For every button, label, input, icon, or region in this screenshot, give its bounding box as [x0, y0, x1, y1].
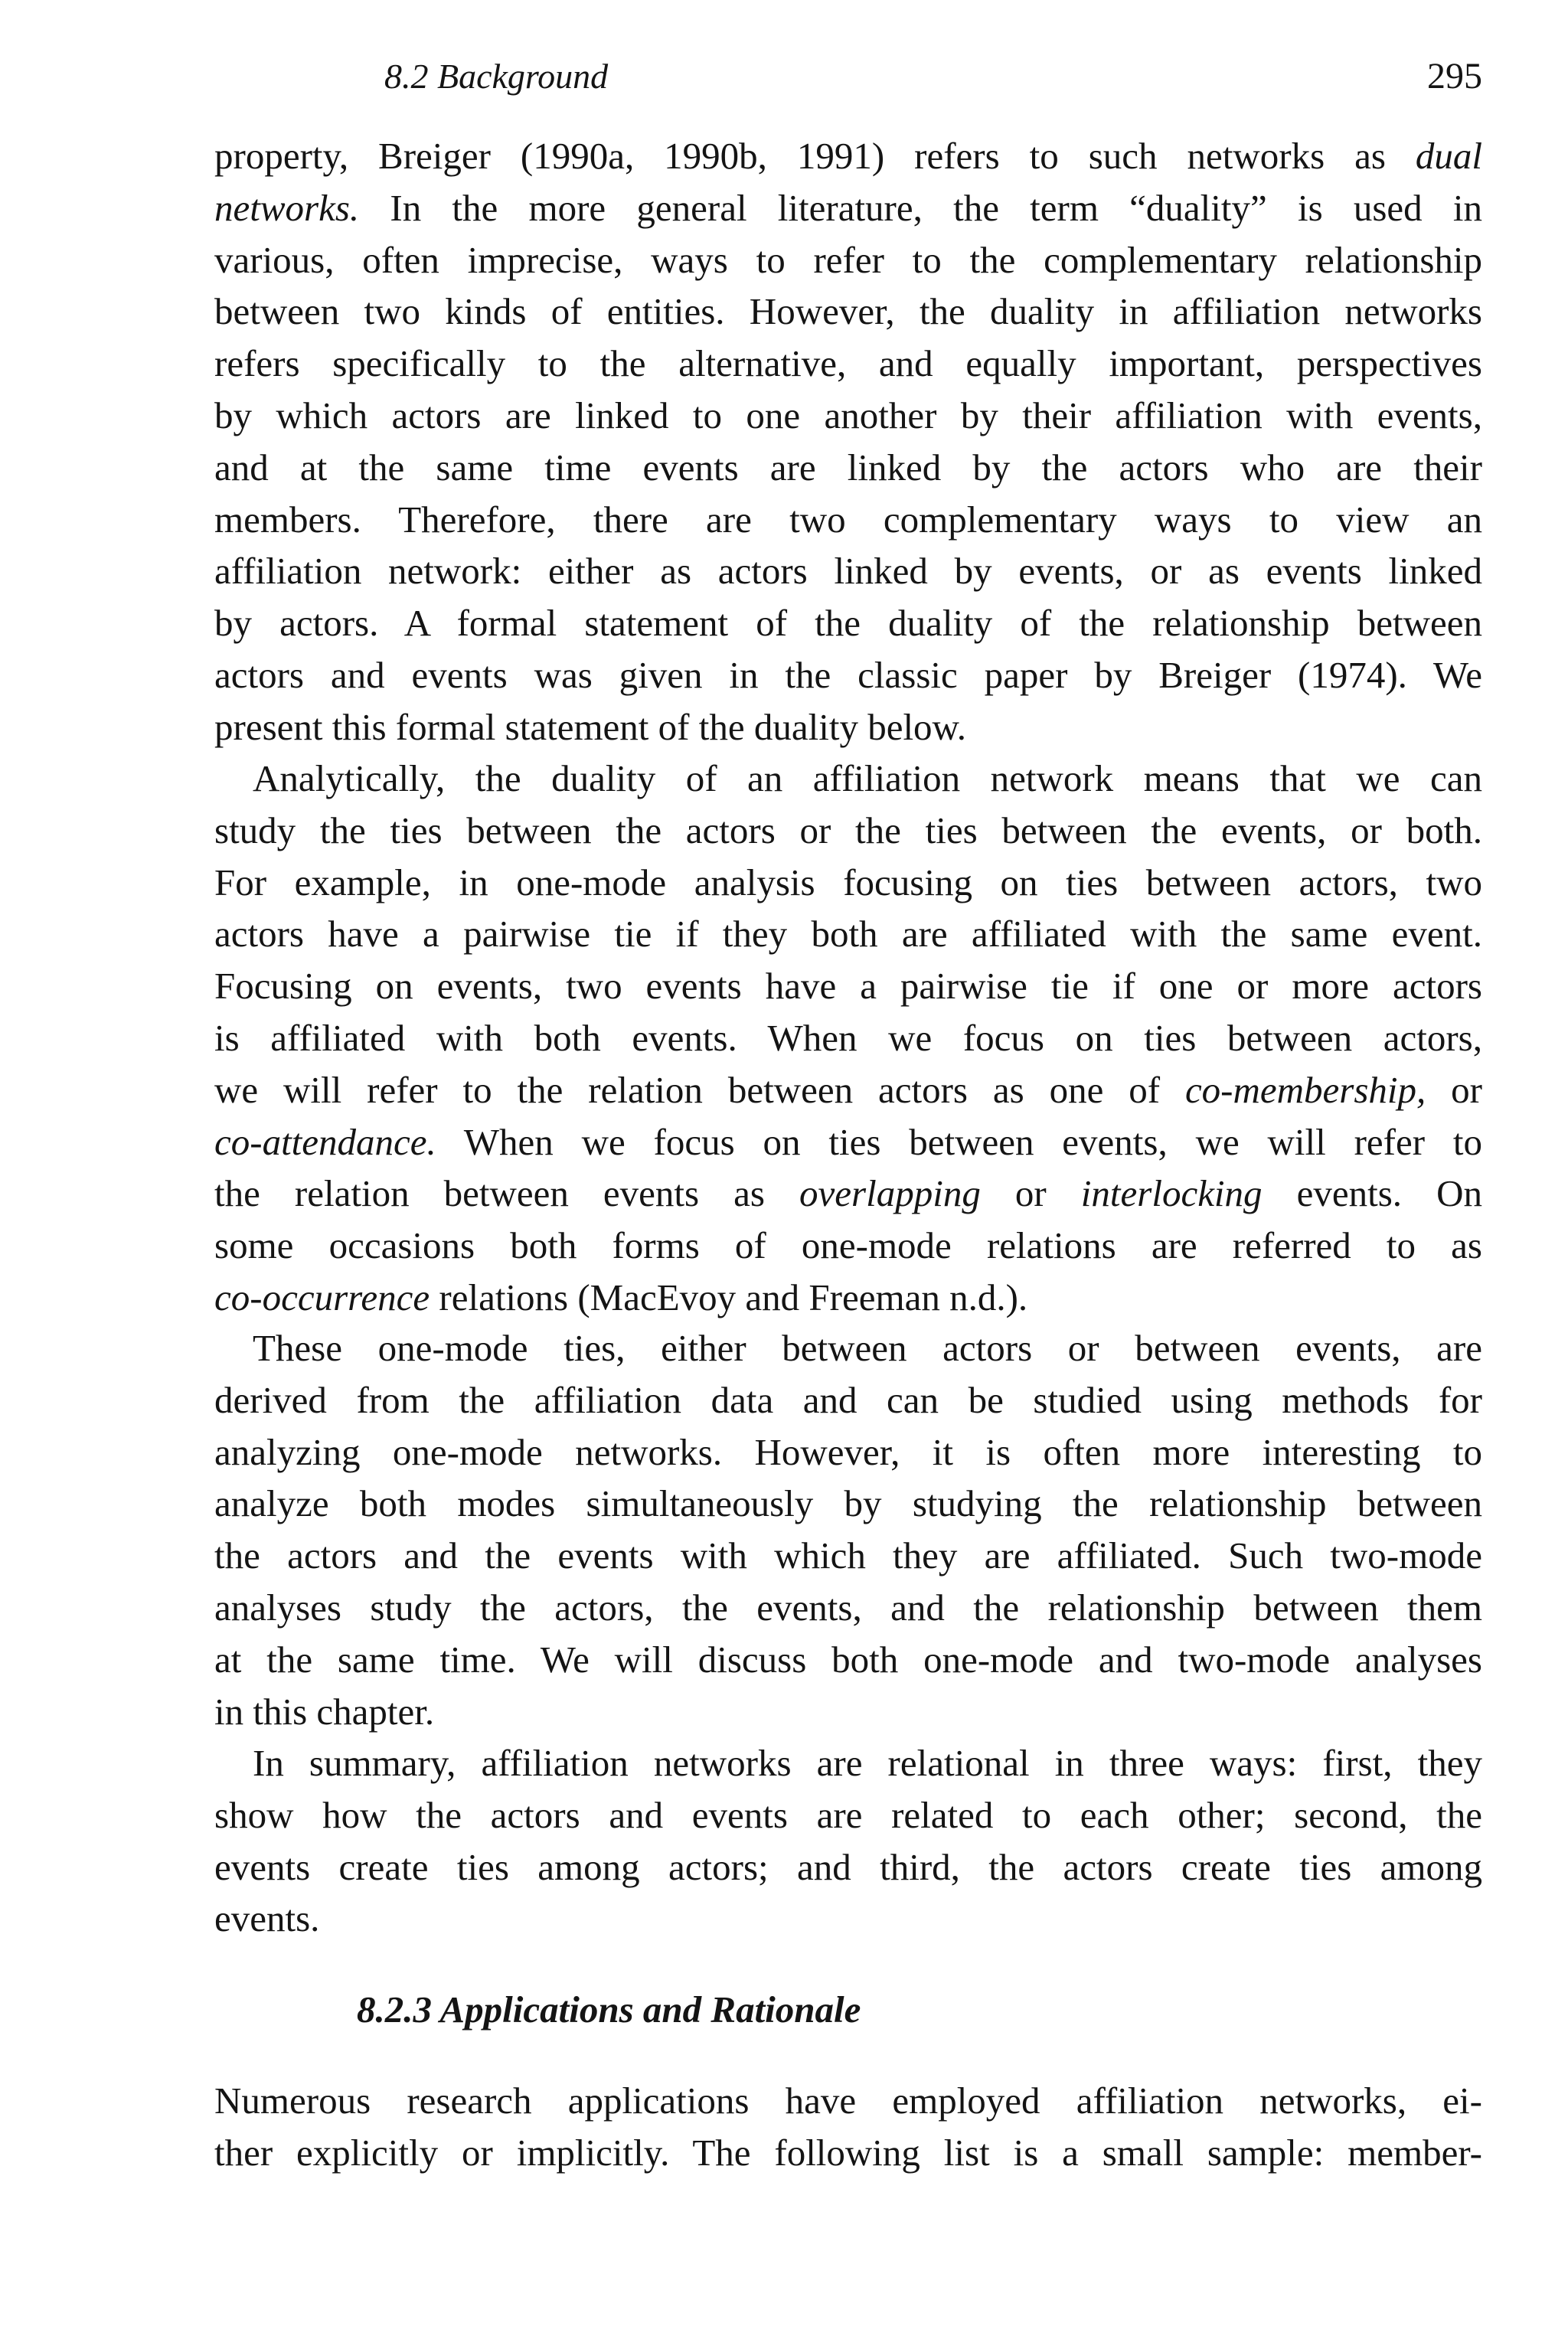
text-line: networks. In the more general literature, the term “duality” is used in [214, 186, 1482, 229]
italic-term: interlocking [1080, 1172, 1263, 1215]
text-line: by actors. A formal statement of the duality of the relationship between [214, 602, 1482, 645]
text-line: In summary, affiliation networks are relational in three ways: first, they [253, 1742, 1482, 1784]
text-line: analyses study the actors, the events, and the relationship between them [214, 1586, 1482, 1629]
text-line: we will refer to the relation between actors as one of co-membership, or [214, 1068, 1482, 1111]
text-line: present this formal statement of the duality below. [214, 705, 967, 748]
text-line: actors and events was given in the classic paper by Breiger (1974). We [214, 653, 1482, 696]
text-line: at the same time. We will discuss both one-mode and two-mode analyses [214, 1638, 1482, 1681]
text-line: refers specifically to the alternative, and equally important, perspectives [214, 342, 1482, 385]
text-line: study the ties between the actors or the ties between the events, or both. [214, 809, 1482, 851]
text-line: events create ties among actors; and third, the actors create ties among [214, 1845, 1482, 1888]
text-line: by which actors are linked to one another by their affiliation with events, [214, 394, 1482, 436]
paragraph [214, 753, 1482, 1324]
paragraph [214, 1322, 1482, 1737]
text-line: show how the actors and events are related to each other; second, the [214, 1793, 1482, 1836]
text-line: These one-mode ties, either between actors or between events, are [253, 1327, 1482, 1369]
italic-term: networks. [214, 186, 360, 229]
italic-term: dual [1415, 135, 1482, 177]
paragraph [214, 2075, 1482, 2179]
section-heading: 8.2.3 Applications and Rationale [357, 1988, 861, 2031]
italic-term: overlapping [799, 1172, 981, 1215]
text-line: actors have a pairwise tie if they both are affiliated with the same event. [214, 913, 1482, 956]
running-head [214, 46, 1482, 107]
text-line: analyzing one-mode networks. However, it is often more interesting to [214, 1430, 1482, 1473]
text-line: For example, in one-mode analysis focusing on ties between actors, two [214, 861, 1482, 903]
italic-term: co-membership, [1184, 1068, 1426, 1111]
text-line: derived from the affiliation data and can be studied using methods for [214, 1378, 1482, 1421]
text-line: Analytically, the duality of an affiliation network means that we can [253, 757, 1482, 799]
text-line: ther explicitly or implicitly. The following list is a small sample: member- [214, 2131, 1482, 2174]
text-line: co-attendance. When we focus on ties between events, we will refer to [214, 1120, 1482, 1163]
text-line: affiliation network: either as actors linked by events, or as events linked [214, 550, 1482, 593]
text-line: and at the same time events are linked by the actors who are their [214, 446, 1482, 488]
text-line: Focusing on events, two events have a pairwise tie if one or more actors [214, 965, 1482, 1008]
page-number: 295 [1427, 56, 1482, 96]
text-line: between two kinds of entities. However, the duality in affiliation networks [214, 290, 1482, 333]
paragraph [214, 1737, 1482, 1945]
text-line: in this chapter. [214, 1690, 435, 1733]
italic-term: co-occurrence [214, 1276, 430, 1318]
text-line: the relation between events as overlapping or interlocking events. On [214, 1172, 1482, 1215]
text-line: Numerous research applications have employed affiliation networks, ei- [214, 2080, 1482, 2122]
text-line: some occasions both forms of one-mode relations are referred to as [214, 1224, 1482, 1267]
paragraph [214, 130, 1482, 753]
text-line: members. Therefore, there are two complementary ways to view an [214, 498, 1482, 541]
text-line: property, Breiger (1990a, 1990b, 1991) refers to such networks as dual [214, 135, 1482, 177]
text-line: co-occurrence relations (MacEvoy and Freeman n.d.). [214, 1276, 1028, 1318]
text-line: the actors and the events with which they are affiliated. Such two-mode [214, 1534, 1482, 1577]
text-line: events. [214, 1897, 320, 1940]
text-line: various, often imprecise, ways to refer to the complementary relationship [214, 238, 1482, 281]
text-line: is affiliated with both events. When we focus on ties between actors, [214, 1016, 1482, 1059]
running-head-section-title: 8.2 Background [384, 57, 609, 96]
italic-term: co-attendance. [214, 1120, 436, 1163]
text-line: analyze both modes simultaneously by studying the relationship between [214, 1482, 1482, 1525]
